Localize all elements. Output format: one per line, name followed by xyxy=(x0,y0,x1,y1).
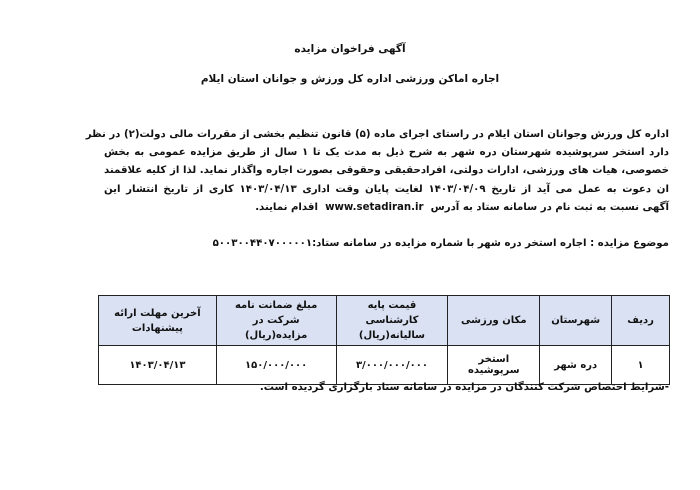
cell-city: دره شهر xyxy=(540,346,612,385)
website-link[interactable]: www.setadiran.ir xyxy=(325,201,424,213)
table-row xyxy=(99,346,670,385)
header-city: شهرستان xyxy=(540,296,612,346)
conditions-note: -شرایط اختصاص شرکت کنندگان در مزایده در سامانه ستاد بارگزاری گردیده است. xyxy=(259,382,669,393)
auction-table xyxy=(98,295,670,385)
header-place: مکان ورزشی xyxy=(448,296,540,346)
header-row-number: ردیف xyxy=(612,296,670,346)
header-guarantee: مبلغ ضمانت نامه شرکت در مزایده(ریال) xyxy=(216,296,336,346)
table-header-row xyxy=(99,296,670,346)
body-line-last xyxy=(104,199,669,217)
cell-guarantee: ۱۵۰/۰۰۰/۰۰۰ xyxy=(216,346,336,385)
notice-body xyxy=(85,126,669,217)
cell-deadline: ۱۴۰۳/۰۴/۱۳ xyxy=(99,346,217,385)
cell-place: استخر سرپوشیده xyxy=(448,346,540,385)
header-base-price: قیمت پایه کارشناسی سالیانه(ریال) xyxy=(336,296,448,346)
body-line: اداره کل ورزش وجوانان استان ایلام در راستای اجرای ماده (۵) قانون تنظیم بخشی از مقررات مالی دولت(۲) در نظر xyxy=(85,129,669,140)
header-deadline: آخرین مهلت ارائه پیشنهادات xyxy=(99,296,217,346)
cell-base-price: ۳/۰۰۰/۰۰۰/۰۰۰ xyxy=(336,346,448,385)
notice-title: آگهی فراخوان مزایده xyxy=(294,43,406,55)
auction-subject: موضوع مزایده : اجاره استخر دره شهر با شماره مزایده در سامانه ستاد:۵۰۰۳۰۰۴۴۰۷۰۰۰۰۰۱ xyxy=(212,238,669,249)
notice-subtitle: اجاره اماکن ورزشی اداره کل ورزش و جوانان استان ایلام xyxy=(200,73,500,85)
body-line: خصوصی، هیات های ورزشی، ادارات دولتی، افرادحقیقی وحقوقی بصورت اجاره واگذار نماید. لذا از کلیه علاقمند xyxy=(104,165,669,177)
body-line: دارد استخر سرپوشیده شهرستان دره شهر به شرح ذیل به مدت یک تا ۱ سال از طریق مزایده عمومی به بخش xyxy=(104,147,669,159)
body-last-prefix: آگهی نسبت به ثبت نام در سامانه ستاد به آدرس xyxy=(430,201,669,213)
cell-row-number: ۱ xyxy=(612,346,670,385)
body-line: ان دعوت به عمل می آید از تاریخ ۱۴۰۳/۰۴/۰۹ لغایت پایان وقت اداری ۱۴۰۳/۰۴/۱۳ کاری از تاریخ انتشار این xyxy=(104,183,669,195)
body-last-suffix: اقدام نمایند. xyxy=(255,201,318,213)
